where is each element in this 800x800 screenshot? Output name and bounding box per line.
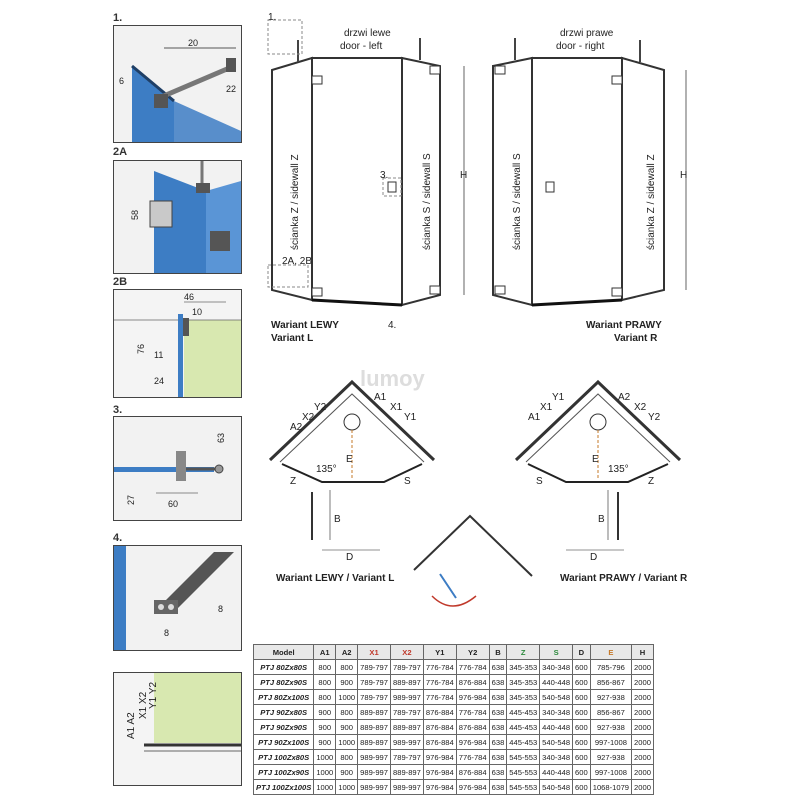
detail-2b-dim-24: 24 <box>154 376 165 386</box>
table-cell: 600 <box>573 690 591 705</box>
table-cell: 856-867 <box>590 675 631 690</box>
left-plan-a1: A1 <box>374 392 387 403</box>
table-cell: 976-984 <box>423 750 456 765</box>
table-cell: 545-553 <box>507 765 540 780</box>
table-cell: 785-796 <box>590 660 631 675</box>
table-row <box>254 705 654 720</box>
table-cell: 800 <box>336 750 358 765</box>
right-plan-z: Z <box>648 476 655 487</box>
table-cell: 789-797 <box>391 660 424 675</box>
table-cell: 776-784 <box>456 750 489 765</box>
table-cell: 989-997 <box>391 780 424 795</box>
table-header-y1: Y1 <box>423 645 456 660</box>
left-plan-y1: Y1 <box>404 412 417 423</box>
table-cell: 800 <box>314 690 336 705</box>
detail-2b-dim-11: 11 <box>154 350 164 360</box>
table-cell: 976-984 <box>423 780 456 795</box>
table-cell: 545-553 <box>507 750 540 765</box>
table-cell: 989-997 <box>358 780 391 795</box>
plan-views <box>0 360 800 640</box>
table-header-a2: A2 <box>336 645 358 660</box>
left-sidewall-s: ścianka S / sidewall S <box>422 153 433 250</box>
right-sidewall-s: ścianka S / sidewall S <box>512 153 523 250</box>
watermark: lumoy <box>360 366 425 391</box>
table-cell: 440-448 <box>540 675 573 690</box>
table-header-s: S <box>540 645 573 660</box>
right-plan-a1: A1 <box>528 412 541 423</box>
table-cell: 1068-1079 <box>590 780 631 795</box>
detail-5-drawing <box>114 673 241 785</box>
detail-3-dim-60: 60 <box>168 499 179 509</box>
center-plan <box>414 516 532 606</box>
dimensions-table <box>253 644 654 795</box>
table-cell: 776-784 <box>423 660 456 675</box>
left-callout-4: 4. <box>388 320 397 331</box>
left-plan-x2: X2 <box>302 412 315 423</box>
table-header-h: H <box>632 645 654 660</box>
table-cell: 876-884 <box>423 705 456 720</box>
detail-2b-dim-76: 76 <box>136 343 146 354</box>
table-cell: 889-897 <box>391 765 424 780</box>
table-cell: 445-453 <box>507 720 540 735</box>
left-plan <box>270 382 434 584</box>
table-cell-model: PTJ 80Zx90S <box>254 675 314 690</box>
table-cell: 976-984 <box>456 690 489 705</box>
table-cell: 789-797 <box>358 690 391 705</box>
table-cell: 638 <box>489 705 507 720</box>
detail-1-dim-22: 22 <box>226 84 237 94</box>
left-variant-pl: Wariant LEWY <box>271 320 339 331</box>
table-row <box>254 750 654 765</box>
detail-2b-label: 2B <box>113 276 128 288</box>
table-cell: 900 <box>314 735 336 750</box>
left-plan-caption: Wariant LEWY / Variant L <box>276 573 395 584</box>
table-cell: 638 <box>489 735 507 750</box>
left-plan-a2: A2 <box>290 422 303 433</box>
right-plan-caption: Wariant PRAWY / Variant R <box>560 573 688 584</box>
table-cell: 340-348 <box>540 660 573 675</box>
table-cell: 1000 <box>314 780 336 795</box>
table-cell-model: PTJ 100Zx80S <box>254 750 314 765</box>
left-plan-s: S <box>404 476 411 487</box>
table-cell: 789-797 <box>358 660 391 675</box>
detail-4-dim-width: 8 <box>164 628 170 638</box>
detail-1-dim-width: 20 <box>188 38 199 48</box>
left-plan-angle: 135° <box>316 464 337 475</box>
table-cell: 345-353 <box>507 660 540 675</box>
table-cell: 900 <box>336 765 358 780</box>
table-cell: 445-453 <box>507 735 540 750</box>
right-plan-angle: 135° <box>608 464 629 475</box>
right-height-label: H <box>680 170 688 181</box>
table-cell-model: PTJ 100Zx90S <box>254 765 314 780</box>
table-cell: 927-938 <box>590 690 631 705</box>
table-header-row <box>254 645 654 660</box>
table-header-a1: A1 <box>314 645 336 660</box>
table-cell: 776-784 <box>423 675 456 690</box>
table-cell: 776-784 <box>456 705 489 720</box>
right-plan <box>516 382 688 584</box>
table-row <box>254 720 654 735</box>
table-header-model: Model <box>254 645 314 660</box>
table-row <box>254 660 654 675</box>
table-cell: 600 <box>573 780 591 795</box>
left-height-label: H <box>460 170 468 181</box>
table-cell: 876-884 <box>423 720 456 735</box>
table-cell: 2000 <box>632 750 654 765</box>
table-cell: 989-997 <box>391 735 424 750</box>
table-header-x1: X1 <box>358 645 391 660</box>
table-cell: 800 <box>314 675 336 690</box>
table-cell: 2000 <box>632 720 654 735</box>
table-cell: 345-353 <box>507 675 540 690</box>
right-sidewall-z: ścianka Z / sidewall Z <box>646 154 657 250</box>
table-cell: 600 <box>573 705 591 720</box>
table-cell: 600 <box>573 765 591 780</box>
detail-5-dim-y: Y1 Y2 <box>148 681 159 709</box>
left-callout-2ab: 2A, 2B <box>282 256 313 267</box>
table-cell: 900 <box>336 720 358 735</box>
table-cell: 2000 <box>632 675 654 690</box>
table-cell: 989-997 <box>391 690 424 705</box>
table-cell: 445-453 <box>507 705 540 720</box>
left-plan-b: B <box>334 514 341 525</box>
right-plan-a2: A2 <box>618 392 631 403</box>
table-cell: 540-548 <box>540 690 573 705</box>
table-cell: 2000 <box>632 765 654 780</box>
table-cell: 638 <box>489 675 507 690</box>
table-cell: 776-784 <box>423 690 456 705</box>
table-cell: 976-984 <box>456 780 489 795</box>
left-door-label-en: door - left <box>340 41 383 52</box>
right-plan-b: B <box>598 514 605 525</box>
table-cell: 856-867 <box>590 705 631 720</box>
table-cell: 1000 <box>336 780 358 795</box>
detail-2a-label: 2A <box>113 146 128 158</box>
table-cell: 876-884 <box>456 720 489 735</box>
left-plan-y2: Y2 <box>314 402 327 413</box>
table-cell: 540-548 <box>540 780 573 795</box>
detail-2b-dim-10: 10 <box>192 307 203 317</box>
table-cell: 876-884 <box>456 675 489 690</box>
table-cell: 600 <box>573 675 591 690</box>
detail-3-dim-63: 63 <box>216 432 226 443</box>
table-cell: 889-897 <box>358 705 391 720</box>
left-plan-d: D <box>346 552 354 563</box>
table-cell: 876-884 <box>423 735 456 750</box>
table-cell: 789-797 <box>391 750 424 765</box>
detail-3-dim-27: 27 <box>126 494 136 505</box>
table-cell: 789-797 <box>391 705 424 720</box>
detail-4-label: 4. <box>113 532 123 544</box>
right-plan-e: E <box>592 454 599 465</box>
detail-5-panel <box>113 672 242 786</box>
table-cell: 1000 <box>336 735 358 750</box>
left-callout-3: 3. <box>380 170 389 181</box>
table-cell: 345-353 <box>507 690 540 705</box>
table-cell: 876-884 <box>456 765 489 780</box>
table-cell: 800 <box>336 660 358 675</box>
table-cell: 889-897 <box>358 735 391 750</box>
right-plan-d: D <box>590 552 598 563</box>
detail-3-label: 3. <box>113 404 123 416</box>
table-cell: 638 <box>489 750 507 765</box>
table-row <box>254 735 654 750</box>
table-cell: 1000 <box>336 690 358 705</box>
table-cell-model: PTJ 90Zx80S <box>254 705 314 720</box>
table-cell: 900 <box>314 720 336 735</box>
right-plan-x2: X2 <box>634 402 647 413</box>
table-cell: 638 <box>489 660 507 675</box>
table-cell-model: PTJ 100Zx100S <box>254 780 314 795</box>
right-door-label-pl: drzwi prawe <box>560 28 614 39</box>
table-header-d: D <box>573 645 591 660</box>
table-cell: 976-984 <box>456 735 489 750</box>
right-variant-pl: Wariant PRAWY <box>586 320 662 331</box>
table-cell-model: PTJ 80Zx80S <box>254 660 314 675</box>
table-cell: 2000 <box>632 780 654 795</box>
detail-2a-dim: 58 <box>130 209 140 220</box>
right-plan-y1: Y1 <box>552 392 565 403</box>
table-cell: 600 <box>573 735 591 750</box>
detail-4-dim-height: 8 <box>218 604 224 614</box>
table-cell: 976-984 <box>423 765 456 780</box>
table-cell: 2000 <box>632 735 654 750</box>
table-header-z: Z <box>507 645 540 660</box>
table-cell: 789-797 <box>358 675 391 690</box>
table-cell: 989-997 <box>358 750 391 765</box>
table-cell: 2000 <box>632 705 654 720</box>
right-plan-s: S <box>536 476 543 487</box>
table-cell: 900 <box>314 705 336 720</box>
left-elevation <box>268 12 467 344</box>
table-cell: 600 <box>573 750 591 765</box>
table-cell: 889-897 <box>391 675 424 690</box>
table-cell: 997-1008 <box>590 735 631 750</box>
detail-5-dim-x: X1 X2 <box>138 691 149 719</box>
table-cell: 889-897 <box>391 720 424 735</box>
table-cell: 927-938 <box>590 750 631 765</box>
table-cell: 800 <box>336 705 358 720</box>
left-plan-e: E <box>346 454 353 465</box>
table-cell: 638 <box>489 720 507 735</box>
left-variant-en: Variant L <box>271 333 314 344</box>
table-body <box>254 660 654 795</box>
table-cell-model: PTJ 80Zx100S <box>254 690 314 705</box>
left-plan-z: Z <box>290 476 297 487</box>
table-cell: 1000 <box>314 765 336 780</box>
table-cell: 638 <box>489 780 507 795</box>
table-cell: 2000 <box>632 660 654 675</box>
table-header-e: E <box>590 645 631 660</box>
table-cell: 638 <box>489 765 507 780</box>
table-cell: 340-348 <box>540 705 573 720</box>
table-cell: 545-553 <box>507 780 540 795</box>
table-row <box>254 780 654 795</box>
table-header-b: B <box>489 645 507 660</box>
table-cell: 340-348 <box>540 750 573 765</box>
table-cell: 440-448 <box>540 720 573 735</box>
left-door-label-pl: drzwi lewe <box>344 28 391 39</box>
table-cell-model: PTJ 90Zx90S <box>254 720 314 735</box>
table-cell: 540-548 <box>540 735 573 750</box>
table-row <box>254 675 654 690</box>
detail-1-label: 1. <box>113 12 123 24</box>
table-row <box>254 690 654 705</box>
right-variant-en: Variant R <box>614 333 658 344</box>
right-plan-y2: Y2 <box>648 412 661 423</box>
table-header-x2: X2 <box>391 645 424 660</box>
table-cell: 989-997 <box>358 765 391 780</box>
table-cell: 600 <box>573 720 591 735</box>
table-cell: 600 <box>573 660 591 675</box>
left-sidewall-z: ścianka Z / sidewall Z <box>290 154 301 250</box>
right-door-label-en: door - right <box>556 41 605 52</box>
detail-5-dim-a: A1 A2 <box>126 712 137 739</box>
table-cell: 440-448 <box>540 765 573 780</box>
table-cell: 889-897 <box>358 720 391 735</box>
table-cell: 776-784 <box>456 660 489 675</box>
detail-1-dim-6: 6 <box>119 76 125 86</box>
left-callout-1: 1. <box>268 12 277 23</box>
right-elevation <box>493 28 687 344</box>
table-cell: 900 <box>336 675 358 690</box>
table-cell: 1000 <box>314 750 336 765</box>
left-plan-x1: X1 <box>390 402 403 413</box>
detail-2b-dim-46: 46 <box>184 292 195 302</box>
table-header-y2: Y2 <box>456 645 489 660</box>
elevation-views <box>0 0 800 360</box>
table-cell: 2000 <box>632 690 654 705</box>
table-cell: 927-938 <box>590 720 631 735</box>
table-cell-model: PTJ 90Zx100S <box>254 735 314 750</box>
table-row <box>254 765 654 780</box>
table-cell: 800 <box>314 660 336 675</box>
table-cell: 997-1008 <box>590 765 631 780</box>
right-plan-x1: X1 <box>540 402 553 413</box>
table-cell: 638 <box>489 690 507 705</box>
